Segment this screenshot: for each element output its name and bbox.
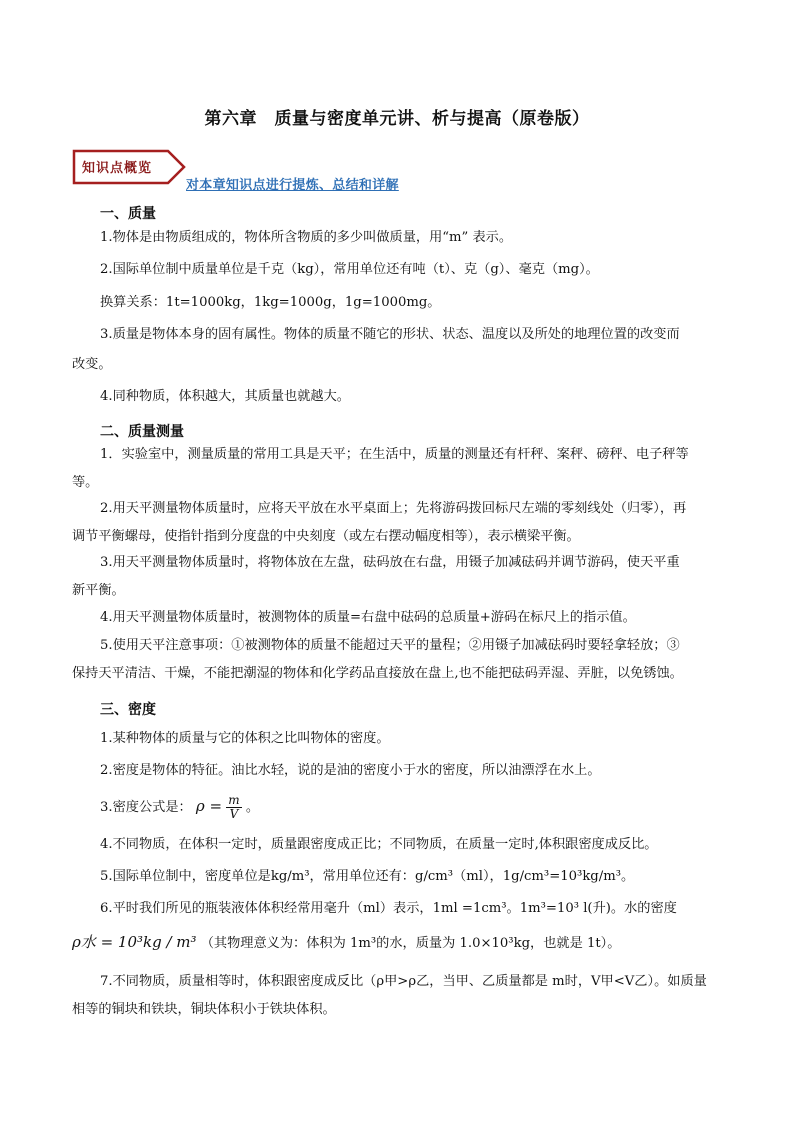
- paragraph: 3.质量是物体本身的固有属性。物体的质量不随它的形状、状态、温度以及所处的地理位置的改变而: [100, 327, 680, 342]
- fraction-denominator: V: [229, 807, 239, 821]
- paragraph-continuation: 等。: [72, 475, 99, 490]
- paragraph-continuation: 改变。: [72, 357, 112, 372]
- water-density-formula: ρ水 = 10³kg / m³: [72, 933, 197, 951]
- formula-prefix: 3.密度公式是：: [100, 800, 192, 815]
- water-density-explanation: （其物理意义为：体积为 1m³的水，质量为 1.0×10³kg，也就是 1t）。: [200, 936, 621, 951]
- knowledge-banner: [72, 148, 188, 186]
- paragraph: 2.国际单位制中质量单位是千克（kg），常用单位还有吨（t）、克（g）、毫克（mg）。: [100, 262, 599, 277]
- section-heading-mass-measurement: 二、质量测量: [100, 424, 184, 440]
- paragraph: 4.用天平测量物体质量时，被测物体的质量=右盘中砝码的总质量+游码在标尺上的指示值。: [100, 610, 636, 625]
- formula-suffix: 。: [245, 800, 260, 815]
- paragraph: 5.国际单位制中，密度单位是kg/m³，常用单位还有：g/cm³（ml），1g/cm³=10³kg/m³。: [100, 869, 635, 884]
- paragraph: 2.密度是物体的特征。油比水轻，说的是油的密度小于水的密度，所以油漂浮在水上。: [100, 763, 601, 778]
- section-heading-mass: 一、质量: [100, 206, 156, 222]
- density-fraction: [226, 794, 241, 821]
- paragraph: 6.平时我们所见的瓶装液体体积经常用毫升（ml）表示，1ml =1cm³。1m³=10³ l(升)。水的密度: [100, 901, 677, 916]
- page-title: 第六章 质量与密度单元讲、析与提高（原卷版）: [204, 109, 590, 129]
- paragraph: 2.用天平测量物体质量时，应将天平放在水平桌面上；先将游码拨回标尺左端的零刻线处（归零），再: [100, 501, 687, 516]
- banner-label: 知识点概览: [82, 161, 153, 176]
- paragraph: 1．实验室中，测量质量的常用工具是天平；在生活中，质量的测量还有杆秤、案秤、磅秤、电子秤等: [100, 447, 689, 462]
- paragraph-continuation: 新平衡。: [72, 583, 125, 598]
- paragraph: 1.物体是由物质组成的，物体所含物质的多少叫做质量，用“m” 表示。: [100, 230, 513, 245]
- paragraph: 换算关系：1t=1000kg，1kg=1000g，1g=1000mg。: [100, 295, 441, 310]
- paragraph: 3.用天平测量物体质量时，将物体放在左盘，砝码放在右盘，用镊子加减砝码并调节游码，使天平重: [100, 555, 680, 570]
- paragraph: 7.不同物质，质量相等时，体积跟密度成反比（ρ甲>ρ乙，当甲、乙质量都是 m时，V甲<V乙）。如质量: [100, 974, 707, 989]
- paragraph: 5.使用天平注意事项：①被测物体的质量不能超过天平的量程；②用镊子加减砝码时要轻拿轻放；③: [100, 638, 680, 653]
- density-formula-paragraph: [100, 792, 726, 822]
- section-heading-density: 三、密度: [100, 702, 156, 718]
- paragraph: 4.同种物质，体积越大，其质量也就越大。: [100, 389, 350, 404]
- paragraph: 4.不同物质，在体积一定时，质量跟密度成正比；不同物质，在质量一定时,体积跟密度成反比。: [100, 837, 658, 852]
- formula-lhs: ρ =: [195, 797, 223, 815]
- paragraph-continuation: 调节平衡螺母，使指针指到分度盘的中央刻度（或左右摆动幅度相等），表示横梁平衡。: [72, 529, 580, 544]
- paragraph: 1.某种物体的质量与它的体积之比叫物体的密度。: [100, 731, 390, 746]
- water-density-line: [72, 928, 726, 958]
- paragraph-continuation: 相等的铜块和铁块，铜块体积小于铁块体积。: [72, 1002, 336, 1017]
- subtitle-link[interactable]: 对本章知识点进行提炼、总结和详解: [186, 178, 399, 193]
- fraction-numerator: m: [228, 793, 240, 807]
- paragraph-continuation: 保持天平清洁、干燥，不能把潮湿的物体和化学药品直接放在盘上,也不能把砝码弄湿、弄脏，以免锈蚀。: [72, 666, 683, 681]
